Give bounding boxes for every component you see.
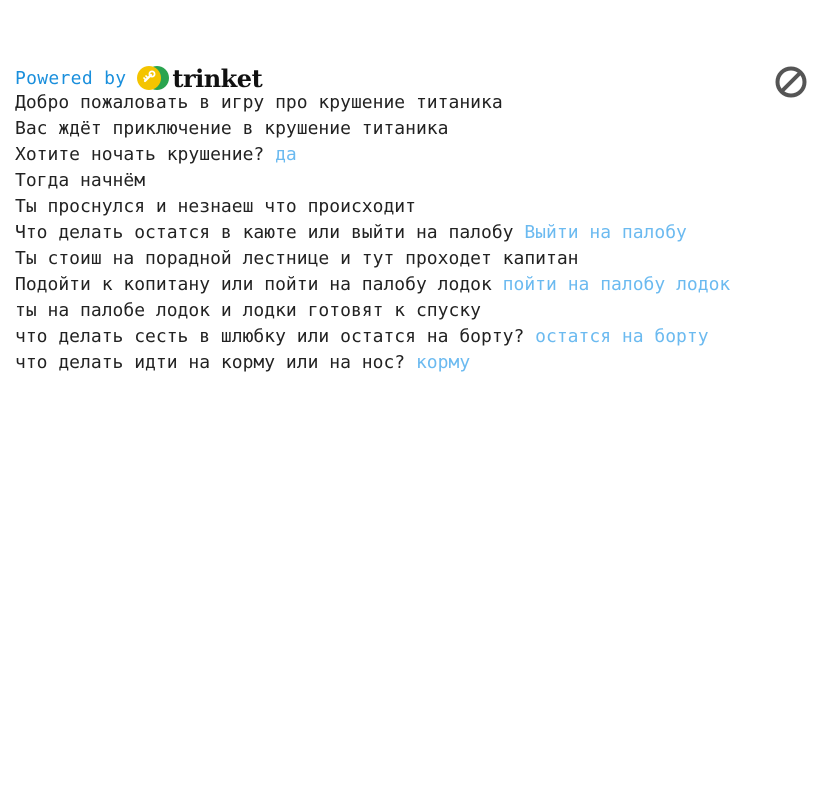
console-user-input: корму	[415, 352, 471, 373]
console-line	[15, 90, 814, 116]
console-output-text: что делать сесть в шлюбку или остатся на борту?	[15, 326, 536, 347]
console-line	[15, 324, 814, 350]
console-output-text: Подойти к копитану или пойти на палобу лодок	[15, 274, 503, 295]
console-line	[15, 116, 814, 142]
console-user-input: да	[275, 144, 297, 165]
console-output-text: Вас ждёт приключение в крушение титаника	[15, 118, 449, 139]
console-output-text: Добро пожаловать в игру про крушение титаника	[15, 92, 503, 113]
console-output	[15, 90, 814, 376]
trinket-brand-text: trinket	[172, 63, 263, 93]
trinket-logo-link[interactable]	[136, 64, 262, 93]
trinket-logo-icon	[136, 65, 170, 91]
console-output-text: что делать идти на корму или на нос?	[15, 352, 416, 373]
console-output-text: ты на палобе лодок и лодки готовят к спуску	[15, 300, 481, 321]
console-line	[15, 194, 814, 220]
console-output-text: Ты проснулся и незнаеш что происходит	[15, 196, 416, 217]
console-line	[15, 220, 814, 246]
console-line	[15, 272, 814, 298]
trinket-header	[15, 64, 262, 92]
powered-by-label: Powered by	[15, 67, 127, 89]
console-line	[15, 298, 814, 324]
console-user-input: Выйти на палобу	[524, 222, 687, 243]
console-line	[15, 168, 814, 194]
console-output-text: Тогда начнём	[15, 170, 146, 191]
console-output-text: Что делать остатся в каюте или выйти на палобу	[15, 222, 525, 243]
console-line	[15, 246, 814, 272]
console-line	[15, 142, 814, 168]
console-output-text: Хотите ночать крушение?	[15, 144, 276, 165]
console-line	[15, 350, 814, 376]
console-user-input: остатся на борту	[535, 326, 709, 347]
console-user-input: пойти на палобу лодок	[502, 274, 731, 295]
console-output-text: Ты стоиш на порадной лестнице и тут проходет капитан	[15, 248, 579, 269]
